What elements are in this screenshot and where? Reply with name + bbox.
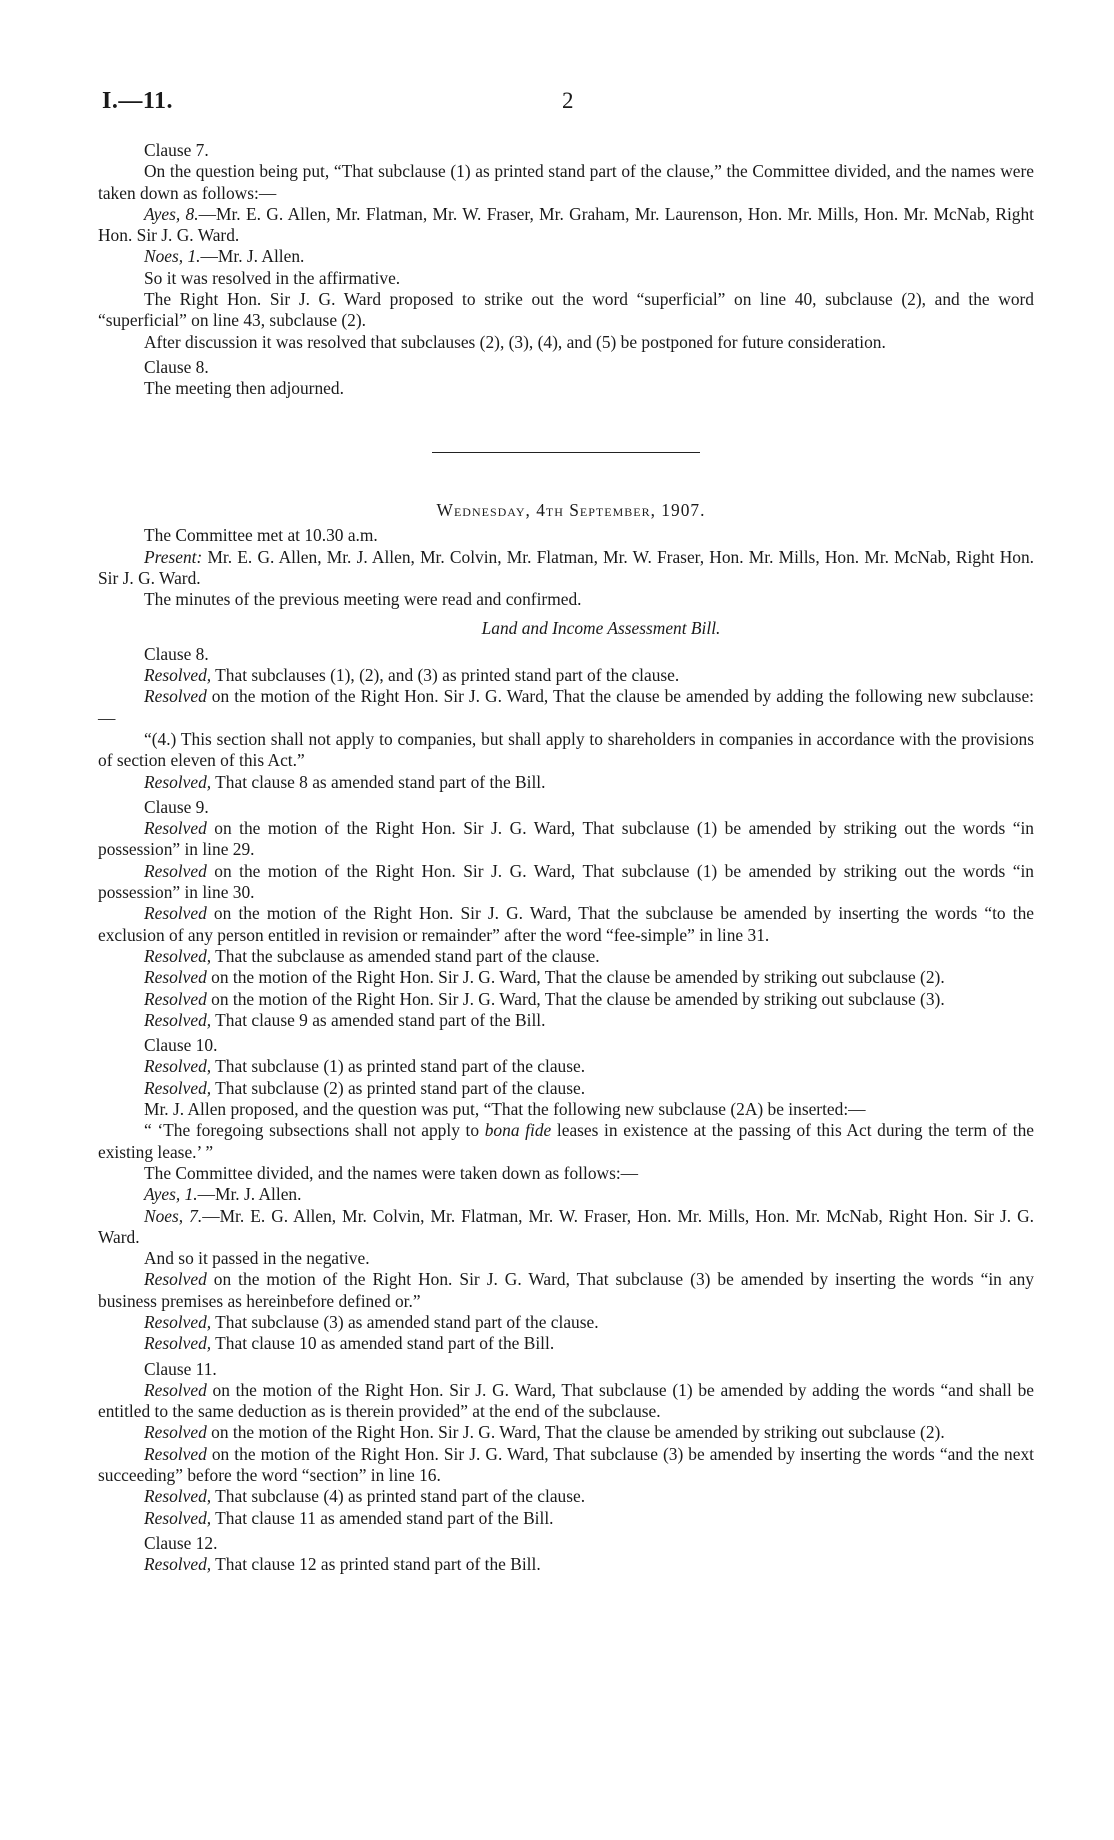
resolved-label: Resolved,: [144, 771, 212, 792]
resolution-text: That clause 10 as amended stand part of the Bill.: [211, 1333, 555, 1354]
resolved-label: Resolved: [144, 818, 207, 839]
resolution-text: on the motion of the Right Hon. Sir J. G. Ward, That subclause (3) be amended by inserting the words “in any business premises as hereinbefore defined or.”: [98, 1269, 1034, 1311]
resolution: [98, 946, 1034, 967]
resolution: [98, 1554, 1034, 1575]
paper-reference: I.—11.: [102, 88, 174, 114]
paragraph: So it was resolved in the affirmative.: [144, 267, 401, 288]
resolved-label: Resolved: [144, 903, 207, 924]
section-divider: [0, 452, 1114, 456]
vote-names: —Mr. E. G. Allen, Mr. Flatman, Mr. W. Fraser, Mr. Graham, Mr. Laurenson, Hon. Mr. Mills, Hon. Mr. McNab, Right Hon. Sir J. G. Ward.: [98, 203, 1035, 246]
resolution-text: on the motion of the Right Hon. Sir J. G. Ward, That the clause be amended by striking out subclause (2).: [206, 1422, 945, 1443]
divider-rule: [432, 452, 700, 453]
vote-names: —Mr. J. Allen.: [197, 1184, 302, 1205]
clause-heading: Clause 8.: [144, 356, 209, 377]
resolved-label: Resolved: [144, 1379, 207, 1400]
resolution: [98, 1508, 1034, 1529]
resolution-text: That subclause (4) as printed stand part of the clause.: [211, 1486, 586, 1507]
resolved-label: Resolved,: [144, 1507, 212, 1528]
resolution: [98, 1312, 1034, 1333]
resolution: [98, 772, 1034, 793]
resolution-text: on the motion of the Right Hon. Sir J. G. Ward, That subclause (1) be amended by striking out the words “in possession” in line 29.: [98, 818, 1034, 860]
division-list: [98, 246, 1034, 267]
resolution-text: That clause 12 as printed stand part of the Bill.: [211, 1554, 541, 1575]
resolution: [98, 665, 1034, 686]
resolution: [98, 967, 1034, 988]
resolution-text: That subclause (1) as printed stand part of the clause.: [211, 1056, 586, 1077]
paragraph: After discussion it was resolved that subclauses (2), (3), (4), and (5) be postponed for future consideration.: [144, 331, 886, 352]
vote-label: Ayes, 8.: [144, 203, 199, 224]
resolution: [98, 1422, 1034, 1443]
division-list: [98, 1206, 1034, 1249]
clause-heading: Clause 12.: [144, 1532, 218, 1553]
resolution-text: That subclause (2) as printed stand part of the clause.: [211, 1077, 586, 1098]
resolved-label: Resolved: [144, 686, 207, 707]
division-list: [98, 1184, 1034, 1205]
present-members: [98, 547, 1034, 590]
resolution: [98, 861, 1034, 904]
resolution-text: on the motion of the Right Hon. Sir J. G. Ward, That the clause be amended by striking out subclause (2).: [206, 967, 945, 988]
resolution: [98, 1078, 1034, 1099]
resolution-text: on the motion of the Right Hon. Sir J. G. Ward, That the subclause be amended by inserting the words “to the exclusion of any person entitled in revision or remainder” after the word “fee-simple” in line 31.: [98, 903, 1034, 945]
resolution-text: That subclauses (1), (2), and (3) as printed stand part of the clause.: [211, 665, 680, 686]
previous-meeting-section: [98, 140, 1034, 400]
page-header: [102, 88, 1042, 124]
vote-label: Ayes, 1.: [144, 1184, 198, 1205]
resolved-label: Resolved: [144, 860, 207, 881]
paragraph: Mr. J. Allen proposed, and the question was put, “That the following new subclause (2A) be inserted:—: [144, 1099, 866, 1120]
meeting-date: Wednesday, 4th September, 1907.: [436, 500, 706, 520]
resolved-label: Resolved,: [144, 1311, 212, 1332]
page-number: 2: [562, 88, 574, 113]
paragraph: The Right Hon. Sir J. G. Ward proposed to strike out the word “superficial” on line 40, subclause (2), and the word “superficial” on line 43, subclause (2).: [98, 289, 1034, 331]
meeting-opening: The Committee met at 10.30 a.m.: [144, 525, 378, 546]
resolution: [98, 818, 1034, 861]
clause-heading: Clause 8.: [144, 643, 209, 664]
present-label: Present:: [144, 546, 203, 567]
clause-heading: Clause 10.: [144, 1035, 218, 1056]
resolution-text: That the subclause as amended stand part of the clause.: [211, 945, 600, 966]
resolution: [98, 1269, 1034, 1312]
resolved-label: Resolved: [144, 967, 207, 988]
resolution: [98, 903, 1034, 946]
resolved-label: Resolved,: [144, 1333, 212, 1354]
resolved-label: Resolved: [144, 1269, 207, 1290]
proposed-subclause-text: [98, 1120, 1034, 1163]
resolution-text: on the motion of the Right Hon. Sir J. G. Ward, That subclause (1) be amended by adding the words “and shall be entitled to the same deduction as is therein provided” at the end of the subclause.: [98, 1379, 1034, 1422]
quote-text: leases in existence at the passing of this Act during the term of the existing lease.’ ”: [98, 1120, 1034, 1162]
resolution-text: That clause 9 as amended stand part of the Bill.: [211, 1009, 546, 1030]
resolved-label: Resolved,: [144, 1056, 212, 1077]
resolved-label: Resolved: [144, 988, 207, 1009]
resolution: [98, 1333, 1034, 1354]
paragraph: “(4.) This section shall not apply to companies, but shall apply to shareholders in companies in accordance with the provisions of section eleven of this Act.”: [98, 728, 1034, 771]
minutes-confirmed: The minutes of the previous meeting were read and confirmed.: [144, 589, 582, 610]
vote-names: —Mr. J. Allen.: [200, 246, 305, 267]
resolved-label: Resolved,: [144, 1077, 212, 1098]
quote-italic: bona fide: [484, 1120, 552, 1141]
resolution: [98, 1486, 1034, 1507]
resolution-text: That clause 8 as amended stand part of the Bill.: [211, 771, 546, 792]
resolved-label: Resolved,: [144, 945, 212, 966]
resolution: [98, 686, 1034, 729]
resolution-text: on the motion of the Right Hon. Sir J. G. Ward, That the clause be amended by striking out subclause (3).: [206, 988, 945, 1009]
resolution: [98, 989, 1034, 1010]
vote-label: Noes, 7.: [144, 1205, 203, 1226]
quote-text: “ ‘The foregoing subsections shall not apply to: [144, 1120, 485, 1141]
paragraph: On the question being put, “That subclause (1) as printed stand part of the clause,” the Committee divided, and the names were taken down as follows:—: [98, 161, 1034, 203]
resolution-text: on the motion of the Right Hon. Sir J. G. Ward, That subclause (3) be amended by inserting the words “and the next succeeding” before the word “section” in line 16.: [98, 1443, 1034, 1486]
resolution-text: on the motion of the Right Hon. Sir J. G. Ward, That the clause be amended by adding the following new subclause:—: [98, 686, 1034, 728]
resolved-label: Resolved,: [144, 665, 212, 686]
division-list: [98, 204, 1034, 247]
paragraph: The Committee divided, and the names were taken down as follows:—: [144, 1162, 639, 1183]
paragraph: The meeting then adjourned.: [144, 378, 344, 399]
paragraph: And so it passed in the negative.: [144, 1248, 370, 1269]
clause-heading: Clause 11.: [144, 1358, 217, 1379]
meeting-section: [98, 500, 1034, 1576]
resolution-text: That subclause (3) as amended stand part of the clause.: [211, 1311, 599, 1332]
present-list: Mr. E. G. Allen, Mr. J. Allen, Mr. Colvin, Mr. Flatman, Mr. W. Fraser, Hon. Mr. Mills, Hon. Mr. McNab, Right Hon. Sir J. G. Ward.: [98, 546, 1034, 588]
resolution: [98, 1444, 1034, 1487]
resolved-label: Resolved,: [144, 1486, 212, 1507]
resolved-label: Resolved: [144, 1443, 207, 1464]
clause-heading: Clause 9.: [144, 796, 209, 817]
vote-label: Noes, 1.: [144, 246, 201, 267]
bill-proceedings: [98, 640, 1034, 1576]
resolution-text: on the motion of the Right Hon. Sir J. G. Ward, That subclause (1) be amended by striking out the words “in possession” in line 30.: [98, 860, 1034, 903]
bill-title: Land and Income Assessment Bill.: [481, 618, 721, 639]
resolution-text: That clause 11 as amended stand part of the Bill.: [211, 1507, 554, 1528]
resolved-label: Resolved,: [144, 1009, 212, 1030]
resolved-label: Resolved: [144, 1422, 207, 1443]
resolution: [98, 1380, 1034, 1423]
vote-names: —Mr. E. G. Allen, Mr. Colvin, Mr. Flatman, Mr. W. Fraser, Hon. Mr. Mills, Hon. Mr. McNab, Right Hon. Sir J. G. Ward.: [98, 1205, 1034, 1247]
resolution: [98, 1010, 1034, 1031]
resolution: [98, 1056, 1034, 1077]
resolved-label: Resolved,: [144, 1554, 212, 1575]
clause-heading: Clause 7.: [144, 140, 209, 160]
